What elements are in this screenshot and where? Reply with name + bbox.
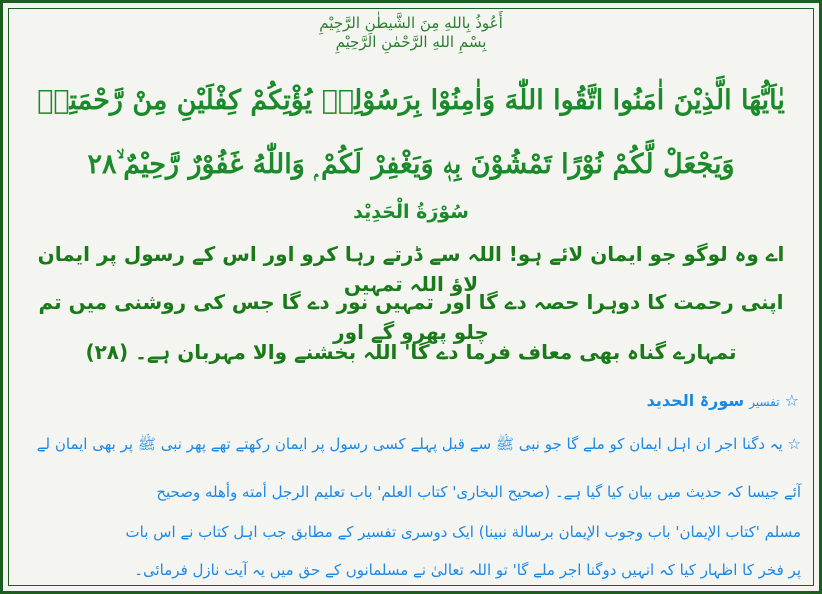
star-icon: ☆ [784,391,799,410]
tafsir-paragraph-line-1 [25,433,801,455]
bismillah-text: بِسْمِ اللهِ الرَّحْمٰنِ الرَّحِيْمِ [335,33,487,51]
tafsir-heading-prefix: تفسیر [749,395,780,409]
tafsir-paragraph-line-2: آئے جیسا کہ حدیث میں بیان کیا گیا ہے۔ (صحیح البخاری' کتاب العلم' باب تعلیم الرجل أمته وأهله وصحیح [156,483,801,501]
tafsir-heading-surah: سورۃ الحدید [646,391,745,410]
tafsir-paragraph-line-3: مسلم 'کتاب الإیمان' باب وجوب الإیمان برسالة نبینا) ایک دوسری تفسیر کے مطابق جب اہل کتاب نے اس بات [125,523,801,541]
translation-line-1: اے وہ لوگو جو ایمان لائے ہو! اللہ سے ڈرتے رہا کرو اور اس کے رسول پر ایمان لاؤ اللہ تمہیں [37,242,785,296]
tafsir-paragraph-line-4: پر فخر کا اظہار کیا کہ انہیں دوگنا اجر ملے گا' تو اللہ تعالیٰ نے مسلمانوں کے حق میں یہ آیت نازل فرمائی۔ [134,561,801,579]
star-icon: ☆ [787,435,801,453]
translation-line-2: اپنی رحمت کا دوہرا حصہ دے گا اور تمہیں نور دے گا جس کی روشنی میں تم چلو پھرو گے اور [38,290,784,344]
content-area [11,11,811,583]
ayah-line-1: يٰاَيُّهَا الَّذِيْنَ اٰمَنُوا اتَّقُوا اللّٰهَ وَاٰمِنُوْا بِرَسُوْلِهٖ يُؤْتِكُمْ كِفْلَيْنِ مِنْ رَّحْمَتِهٖ [37,85,785,116]
tafsir-text-1: یہ دگنا اجر ان اہل ایمان کو ملے گا جو نبی ﷺ سے قبل پہلے کسی رسول پر ایمان رکھتے تھے پھر نبی ﷺ پر بھی ایمان لے [36,435,783,453]
taawwuz-text: أَعُوذُ بِاللهِ مِنَ الشَّيطٰنِ الرَّجِيْمِ [319,14,503,32]
translation-line-3: تمہارے گناہ بھی معاف فرما دے گا' اللہ بخشنے والا مہربان ہے۔ (۲۸) [85,340,737,364]
surah-name: سُوْرَةُ الْحَدِيْد [353,201,469,223]
tafsir-heading [11,389,799,414]
ayah-line-2: وَيَجْعَلْ لَّكُمْ نُوْرًا تَمْشُوْنَ بِهٖ وَيَغْفِرْ لَكُمْ ۭ وَاللّٰهُ غَفُوْرٌ رَّحِيْمٌ ۙ٢٨ [87,149,735,180]
